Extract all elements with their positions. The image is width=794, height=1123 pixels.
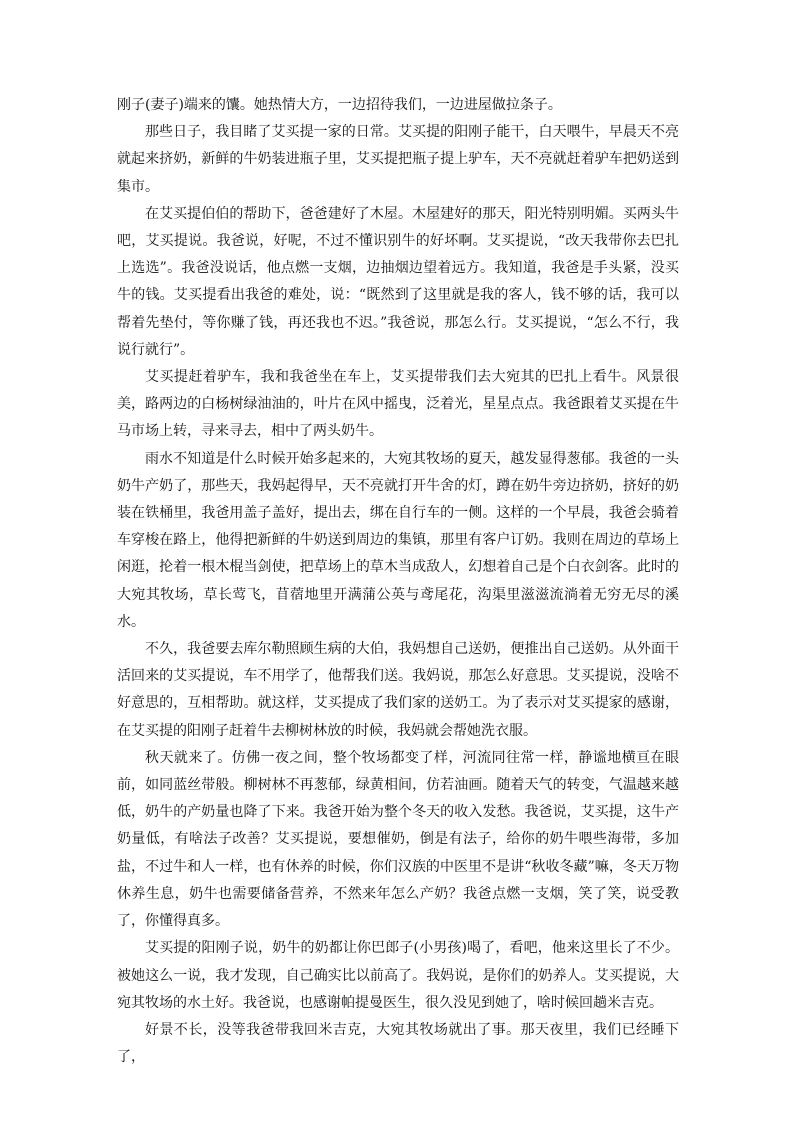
paragraph-3: 在艾买提伯伯的帮助下，爸爸建好了木屋。木屋建好的那天，阳光特别明媚。买两头牛吧，艾买提说。我爸说，好呢，不过不懂识别牛的好坏啊。艾买提说，“改天我带你去巴扎上选选”。我爸没说话，他点燃一支烟，边抽烟边望着远方。我知道，我爸是手头紧，没买牛的钱。艾买提看出我爸的难处，说：“既然到了这里就是我的客人，钱不够的话，我可以帮着先垫付，等你赚了钱，再还我也不迟。”我爸说，那怎么行。艾买提说，“怎么不行，我说行就行”。 — [117, 205, 679, 358]
paragraph-2: 那些日子，我目睹了艾买提一家的日常。艾买提的阳刚子能干，白天喂牛，早晨天不亮就起来挤奶，新鲜的牛奶装进瓶子里，艾买提把瓶子提上驴车，天不亮就赶着驴车把奶送到集市。 — [117, 124, 679, 195]
paragraph-6: 不久，我爸要去库尔勒照顾生病的大伯，我妈想自己送奶，便推出自己送奶。从外面干活回来的艾买提说，车不用学了，他帮我们送。我妈说，那怎么好意思。艾买提说，没啥不好意思的，互相帮助。就这样，艾买提成了我们家的送奶工。为了表示对艾买提家的感谢，在艾买提的阳刚子赶着牛去柳树林放的时候，我妈就会帮她洗衣服。 — [117, 641, 679, 739]
paragraph-5: 雨水不知道是什么时候开始多起来的，大宛其牧场的夏天，越发显得葱郁。我爸的一头奶牛产奶了，那些天，我妈起得早，天不亮就打开牛舍的灯，蹲在奶牛旁边挤奶，挤好的奶装在铁桶里，我爸用盖子盖好，提出去，绑在自行车的一侧。这样的一个早晨，我爸会骑着车穿梭在路上，他得把新鲜的牛奶送到周边的集镇，那里有客户订奶。我则在周边的草场上闲逛，抡着一根木棍当剑使，把草场上的草木当成敌人，幻想着自己是个白衣剑客。此时的大宛其牧场，草长莺飞，苜蓿地里开满蒲公英与鸢尾花，沟渠里滋滋流淌着无穷无尽的溪水。 — [117, 450, 679, 630]
paragraph-9: 好景不长，没等我爸带我回米吉克，大宛其牧场就出了事。那天夜里，我们已经睡下了， — [117, 1021, 679, 1066]
paragraph-4: 艾买提赶着驴车，我和我爸坐在车上，艾买提带我们去大宛其的巴扎上看牛。风景很美，路两边的白杨树绿油油的，叶片在风中摇曳，泛着光，星星点点。我爸跟着艾买提在牛马市场上转，寻来寻去，相中了两头奶牛。 — [117, 369, 679, 440]
document-page — [117, 92, 679, 1071]
paragraph-7: 秋天就来了。仿佛一夜之间，整个牧场都变了样，河流同往常一样，静谧地横亘在眼前，如同蓝丝带般。柳树林不再葱郁，绿黄相间，仿若油画。随着天气的转变，气温越来越低，奶牛的产奶量也降了下来。我爸开始为整个冬天的收入发愁。我爸说，艾买提，这牛产奶量低，有啥法子改善？艾买提说，要想催奶，倒是有法子，给你的奶牛喂些海带，多加盐，不过牛和人一样，也有休养的时候，你们汉族的中医里不是讲“秋收冬藏”嘛，冬天万物休养生息，奶牛也需要储备营养，不然来年怎么产奶？我爸点燃一支烟，笑了笑，说受教了，你懂得真多。 — [117, 749, 679, 930]
paragraph-8: 艾买提的阳刚子说，奶牛的奶都让你巴郎子(小男孩)喝了，看吧，他来这里长了不少。被她这么一说，我才发现，自己确实比以前高了。我妈说，是你们的奶养人。艾买提说，大宛其牧场的水土好。我爸说，也感谢帕提曼医生，很久没见到她了，啥时候回趟米吉克。 — [117, 940, 679, 1011]
paragraph-1: 刚子(妻子)端来的馕。她热情大方，一边招待我们，一边进屋做拉条子。 — [117, 97, 562, 113]
